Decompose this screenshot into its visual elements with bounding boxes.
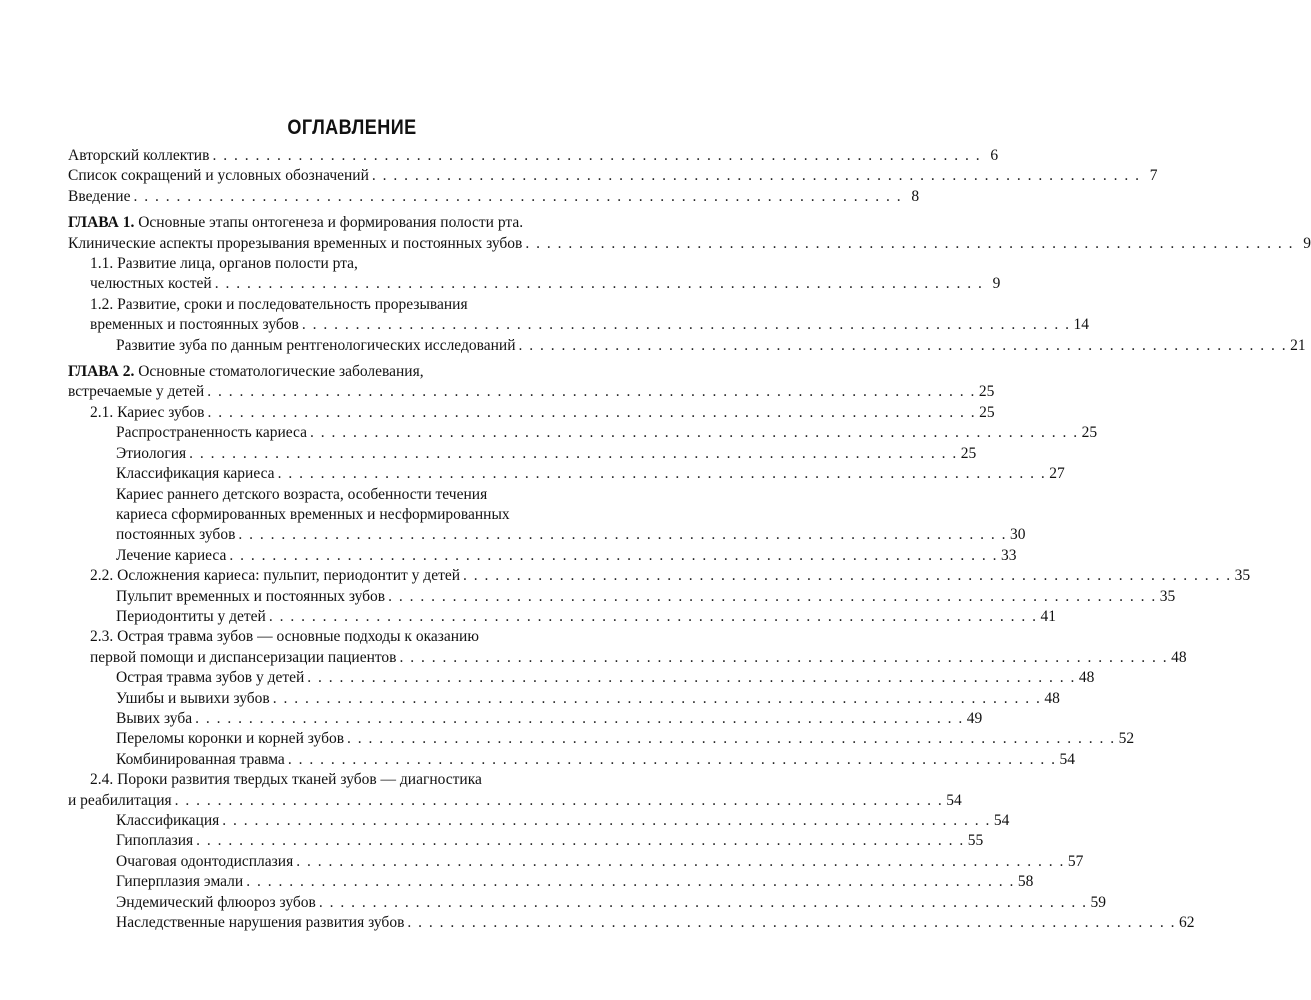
toc-entry[interactable] <box>68 546 1017 566</box>
page-number: 6 <box>990 147 999 164</box>
toc-entry[interactable] <box>68 750 1075 770</box>
toc-entry[interactable] <box>68 213 1311 254</box>
dot-leader: . . . . . . . . . . . . . . . . . . . . . . . . . . . . . . . . . . . . . . . . . . . . . . . . . . . . . . . . . . . . . . . . . . . . . . . . <box>246 873 1015 891</box>
page-number: 62 <box>1179 914 1195 932</box>
dot-leader: . . . . . . . . . . . . . . . . . . . . . . . . . . . . . . . . . . . . . . . . . . . . . . . . . . . . . . . . . . . . . . . . . . . . . . . . <box>347 730 1116 748</box>
dot-leader: . . . . . . . . . . . . . . . . . . . . . . . . . . . . . . . . . . . . . . . . . . . . . . . . . . . . . . . . . . . . . . . . . . . . . . . . <box>407 914 1177 932</box>
toc-entry[interactable] <box>68 587 1176 607</box>
page-number: 57 <box>1067 852 1084 870</box>
page-number: 54 <box>946 791 962 809</box>
page-number: 27 <box>1049 465 1065 483</box>
page-number: 52 <box>1118 730 1135 748</box>
toc-entry[interactable] <box>68 254 1001 295</box>
toc-entry-text: 1.2. Развитие, сроки и последовательность прорезывания <box>90 295 468 313</box>
page-number: 35 <box>1159 587 1176 605</box>
dot-leader: . . . . . . . . . . . . . . . . . . . . . . . . . . . . . . . . . . . . . . . . . . . . . . . . . . . . . . . . . . . . . . . . . . . . . . . . <box>174 791 944 809</box>
toc-entry-text: ГЛАВА 2. Основные стоматологические заболевания, <box>68 363 424 381</box>
dot-leader: . . . . . . . . . . . . . . . . . . . . . . . . . . . . . . . . . . . . . . . . . . . . . . . . . . . . . . . . . . . . . . . . . . . . . . . . <box>272 689 1042 707</box>
toc-entry-text: Развитие зуба по данным рентгенологических исследований <box>116 336 516 354</box>
page-number: 21 <box>1290 336 1306 354</box>
page-number: 7 <box>1149 167 1158 185</box>
toc-entry-text: ГЛАВА 1. Основные этапы онтогенеза и формирования полости рта. <box>68 214 524 232</box>
toc-entry[interactable] <box>68 689 1060 709</box>
page-number: 35 <box>1234 567 1251 585</box>
toc-entry-text: первой помощи и диспансеризации пациентов <box>90 648 397 666</box>
toc-entry[interactable] <box>68 668 1095 688</box>
dot-leader: . . . . . . . . . . . . . . . . . . . . . . . . . . . . . . . . . . . . . . . . . . . . . . . . . . . . . . . . . . . . . . . . . . . . . . . . <box>307 669 1076 687</box>
chapter-label: ГЛАВА 1. <box>68 214 135 232</box>
page-number: 48 <box>1078 669 1095 687</box>
dot-leader: . . . . . . . . . . . . . . . . . . . . . . . . . . . . . . . . . . . . . . . . . . . . . . . . . . . . . . . . . . . . . . . . . . . . . . . . <box>463 567 1232 585</box>
toc-entry-text: Гипоплазия <box>116 832 194 850</box>
toc-entry[interactable] <box>68 166 1158 186</box>
toc-entry-text: 2.1. Кариес зубов <box>90 403 205 421</box>
toc-entry[interactable] <box>68 831 984 851</box>
toc-entry-text: Авторский коллектив <box>68 147 210 164</box>
page-number: 55 <box>967 832 984 850</box>
page-number: 30 <box>1010 526 1026 544</box>
toc-entry-text: Этиология <box>116 444 187 462</box>
page-number: 25 <box>979 403 995 421</box>
page-number: 25 <box>1081 424 1098 442</box>
dot-leader: . . . . . . . . . . . . . . . . . . . . . . . . . . . . . . . . . . . . . . . . . . . . . . . . . . . . . . . . . . . . . . . . . . . . . . . . <box>207 383 976 401</box>
toc-entry-text: Периодонтиты у детей <box>116 607 266 625</box>
dot-leader: . . . . . . . . . . . . . . . . . . . . . . . . . . . . . . . . . . . . . . . . . . . . . . . . . . . . . . . . . . . . . . . . . . . . . . . . <box>287 750 1057 768</box>
chapter-label: ГЛАВА 2. <box>68 363 135 381</box>
page-number: 54 <box>993 812 1010 829</box>
toc-entry-text: Классификация <box>116 812 220 829</box>
toc-entry-text: и реабилитация <box>68 791 172 809</box>
dot-leader: . . . . . . . . . . . . . . . . . . . . . . . . . . . . . . . . . . . . . . . . . . . . . . . . . . . . . . . . . . . . . . . . . . . . . . . . <box>268 607 1038 625</box>
toc-entry-text: Очаговая одонтодисплазия <box>116 852 294 870</box>
toc-entry-text: Комбинированная травма <box>116 750 285 768</box>
toc-entry[interactable] <box>68 811 1010 831</box>
toc-entry-text: кариеса сформированных временных и несформированных <box>116 505 510 523</box>
toc-entry[interactable] <box>68 770 962 811</box>
toc-entry[interactable] <box>68 444 977 464</box>
toc-entry[interactable] <box>68 187 920 207</box>
page-number: 59 <box>1090 893 1106 911</box>
dot-leader: . . . . . . . . . . . . . . . . . . . . . . . . . . . . . . . . . . . . . . . . . . . . . . . . . . . . . . . . . . . . . . . . . . . . . . . . <box>277 465 1047 483</box>
toc-entry[interactable] <box>68 627 1187 668</box>
toc-entry[interactable] <box>68 295 1089 336</box>
page-number: 58 <box>1017 873 1034 891</box>
toc-entry[interactable] <box>68 872 1034 892</box>
toc-entry-text: встречаемые у детей <box>68 383 205 401</box>
toc-entry-text: Переломы коронки и корней зубов <box>116 730 345 748</box>
toc-entry-text: Пульпит временных и постоянных зубов <box>116 587 386 605</box>
dot-leader: . . . . . . . . . . . . . . . . . . . . . . . . . . . . . . . . . . . . . . . . . . . . . . . . . . . . . . . . . . . . . . . . . . . . . . . . <box>371 167 1141 185</box>
toc-entry[interactable] <box>68 146 999 166</box>
toc-entry[interactable] <box>68 893 1106 913</box>
dot-leader: . . . . . . . . . . . . . . . . . . . . . . . . . . . . . . . . . . . . . . . . . . . . . . . . . . . . . . . . . . . . . . . . . . . . . . . . <box>518 336 1288 354</box>
dot-leader: . . . . . . . . . . . . . . . . . . . . . . . . . . . . . . . . . . . . . . . . . . . . . . . . . . . . . . . . . . . . . . . . . . . . . . . . <box>296 852 1065 870</box>
dot-leader: . . . . . . . . . . . . . . . . . . . . . . . . . . . . . . . . . . . . . . . . . . . . . . . . . . . . . . . . . . . . . . . . . . . . . . . . <box>238 526 1008 544</box>
page-title: ОГЛАВЛЕНИЕ <box>287 116 417 139</box>
toc-entry-text: Гиперплазия эмали <box>116 873 244 891</box>
dot-leader: . . . . . . . . . . . . . . . . . . . . . . . . . . . . . . . . . . . . . . . . . . . . . . . . . . . . . . . . . . . . . . . . . . . . . . . . <box>214 275 984 293</box>
toc-entry-text: Кариес раннего детского возраста, особенности течения <box>116 485 488 503</box>
toc-entry[interactable] <box>68 362 995 403</box>
dot-leader: . . . . . . . . . . . . . . . . . . . . . . . . . . . . . . . . . . . . . . . . . . . . . . . . . . . . . . . . . . . . . . . . . . . . . . . . <box>207 403 977 421</box>
toc-entry-text: Лечение кариеса <box>116 546 227 564</box>
toc-entry-text: Вывих зуба <box>116 709 193 727</box>
page-number: 25 <box>978 383 995 401</box>
dot-leader: . . . . . . . . . . . . . . . . . . . . . . . . . . . . . . . . . . . . . . . . . . . . . . . . . . . . . . . . . . . . . . . . . . . . . . . . <box>309 424 1079 442</box>
page-number: 8 <box>911 187 920 205</box>
dot-leader: . . . . . . . . . . . . . . . . . . . . . . . . . . . . . . . . . . . . . . . . . . . . . . . . . . . . . . . . . . . . . . . . . . . . . . . . <box>388 587 1157 605</box>
toc-entry[interactable] <box>68 852 1084 872</box>
toc-entry-text: челюстных костей <box>90 275 212 293</box>
toc-entry[interactable] <box>68 485 1026 546</box>
table-of-contents <box>68 146 1311 933</box>
toc-entry[interactable] <box>68 607 1056 627</box>
dot-leader: . . . . . . . . . . . . . . . . . . . . . . . . . . . . . . . . . . . . . . . . . . . . . . . . . . . . . . . . . . . . . . . . . . . . . . . . <box>222 812 991 829</box>
toc-entry[interactable] <box>68 729 1135 749</box>
dot-leader: . . . . . . . . . . . . . . . . . . . . . . . . . . . . . . . . . . . . . . . . . . . . . . . . . . . . . . . . . . . . . . . . . . . . . . . . <box>195 709 964 727</box>
dot-leader: . . . . . . . . . . . . . . . . . . . . . . . . . . . . . . . . . . . . . . . . . . . . . . . . . . . . . . . . . . . . . . . . . . . . . . . . <box>525 234 1294 252</box>
page-number: 25 <box>960 444 977 462</box>
page-number: 14 <box>1073 316 1089 334</box>
toc-entry-text: Клинические аспекты прорезывания временных и постоянных зубов <box>68 234 523 252</box>
toc-entry-text: Классификация кариеса <box>116 465 275 483</box>
page-number: 54 <box>1059 750 1075 768</box>
toc-entry-text: Введение <box>68 187 131 205</box>
toc-entry-text: Ушибы и вывихи зубов <box>116 689 270 707</box>
toc-entry[interactable] <box>68 464 1065 484</box>
toc-entry-text: постоянных зубов <box>116 526 236 544</box>
toc-entry[interactable] <box>68 423 1098 443</box>
toc-entry-text: 2.2. Осложнения кариеса: пульпит, периодонтит у детей <box>90 567 461 585</box>
dot-leader: . . . . . . . . . . . . . . . . . . . . . . . . . . . . . . . . . . . . . . . . . . . . . . . . . . . . . . . . . . . . . . . . . . . . . . . . <box>399 648 1169 666</box>
page-number: 48 <box>1171 648 1187 666</box>
toc-entry[interactable] <box>68 709 983 729</box>
page-number: 9 <box>1303 234 1311 252</box>
toc-entry[interactable] <box>68 403 995 423</box>
toc-entry-text: 2.3. Острая травма зубов — основные подходы к оказанию <box>90 628 479 646</box>
toc-entry[interactable] <box>68 336 1306 356</box>
page-number: 41 <box>1040 607 1056 625</box>
toc-entry-text: Эндемический флюороз зубов <box>116 893 316 911</box>
page-number: 9 <box>992 275 1001 293</box>
dot-leader: . . . . . . . . . . . . . . . . . . . . . . . . . . . . . . . . . . . . . . . . . . . . . . . . . . . . . . . . . . . . . . . . . . . . . . . . <box>212 147 982 164</box>
dot-leader: . . . . . . . . . . . . . . . . . . . . . . . . . . . . . . . . . . . . . . . . . . . . . . . . . . . . . . . . . . . . . . . . . . . . . . . . <box>229 546 998 564</box>
page-number: 48 <box>1044 689 1060 707</box>
toc-entry-text: Распространенность кариеса <box>116 424 307 442</box>
toc-entry-text: Острая травма зубов у детей <box>116 669 305 687</box>
dot-leader: . . . . . . . . . . . . . . . . . . . . . . . . . . . . . . . . . . . . . . . . . . . . . . . . . . . . . . . . . . . . . . . . . . . . . . . . <box>301 316 1071 334</box>
dot-leader: . . . . . . . . . . . . . . . . . . . . . . . . . . . . . . . . . . . . . . . . . . . . . . . . . . . . . . . . . . . . . . . . . . . . . . . . <box>318 893 1088 911</box>
page-number: 33 <box>1000 546 1017 564</box>
dot-leader: . . . . . . . . . . . . . . . . . . . . . . . . . . . . . . . . . . . . . . . . . . . . . . . . . . . . . . . . . . . . . . . . . . . . . . . . <box>189 444 958 462</box>
dot-leader: . . . . . . . . . . . . . . . . . . . . . . . . . . . . . . . . . . . . . . . . . . . . . . . . . . . . . . . . . . . . . . . . . . . . . . . . <box>196 832 965 850</box>
toc-entry[interactable] <box>68 566 1251 586</box>
toc-entry-text: Наследственные нарушения развития зубов <box>116 914 405 932</box>
toc-entry-text: 1.1. Развитие лица, органов полости рта, <box>90 255 358 273</box>
dot-leader: . . . . . . . . . . . . . . . . . . . . . . . . . . . . . . . . . . . . . . . . . . . . . . . . . . . . . . . . . . . . . . . . . . . . . . . . <box>133 187 903 205</box>
toc-entry-text: Список сокращений и условных обозначений <box>68 167 369 185</box>
toc-entry[interactable] <box>68 913 1195 933</box>
toc-entry-text: 2.4. Пороки развития твердых тканей зубов — диагностика <box>90 771 482 789</box>
page-number: 49 <box>966 709 983 727</box>
toc-entry-text: временных и постоянных зубов <box>90 316 299 334</box>
